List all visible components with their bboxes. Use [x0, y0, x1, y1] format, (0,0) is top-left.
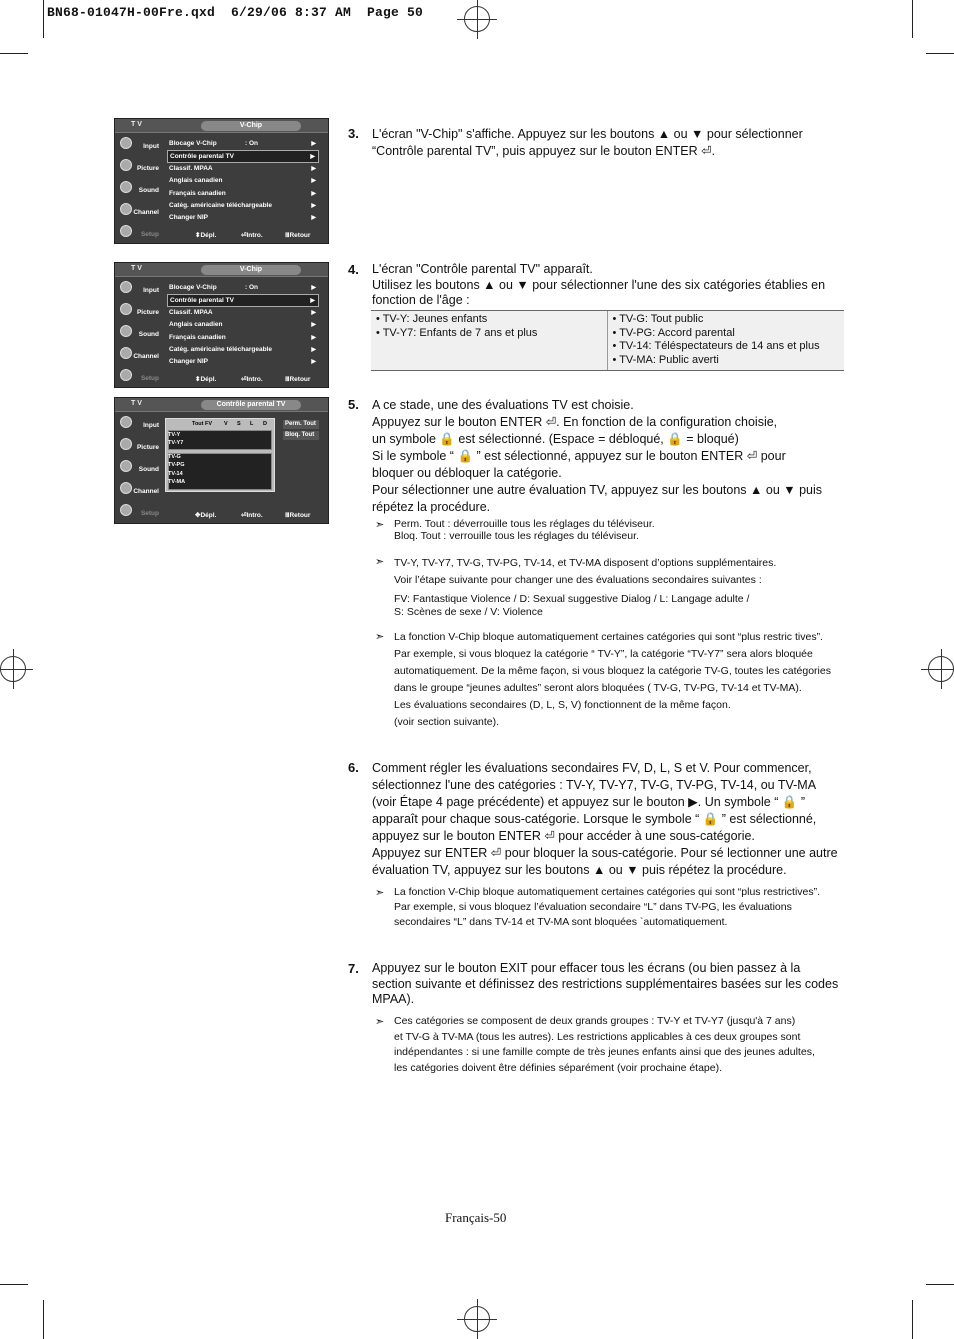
rating-grid: Tout FV V S L D TV-Y TV-Y7 TV-G TV-PG TV-14 TV-MA: [165, 418, 275, 492]
registration-mark: [0, 656, 26, 682]
crop-mark: [926, 53, 954, 54]
setup-icon: [120, 225, 132, 237]
note-1: Perm. Tout : déverrouille tous les réglages du téléviseur. Bloq. Tout : verrouille tous les réglages du téléviseur.: [394, 518, 655, 542]
note-4: La fonction V-Chip bloque automatiquement certaines catégories qui sont “plus restrictives”. Par exemple, si vous bloquez l’évaluation secondaire “L” dans TV-PG, les évaluations secondaires “L” dans TV-14 et TV-MA sont bloquées `automatiquement.: [394, 886, 821, 928]
step-number: 5.: [348, 397, 359, 412]
sound-icon: [120, 460, 132, 472]
crop-mark: [43, 1300, 44, 1339]
page-number: Français-50: [445, 1210, 507, 1225]
note-2b: FV: Fantastique Violence / D: Sexual suggestive Dialog / L: Langage adulte / S: Scènes de sexe / V: Violence: [394, 593, 750, 618]
crop-mark: [912, 0, 913, 38]
step-number: 3.: [348, 126, 359, 141]
note-5: Ces catégories se composent de deux grands groupes : TV-Y et TV-Y7 (jusqu'à 7 ans) et TV-G à TV-MA (tous les autres). Les restrictions applicables à ces deux groupes sont indépendantes : si une famille compte de très jeunes enfants ainsi que des jeunes adultes, les catégories doivent être définies séparément (voir prochaine étape).: [394, 1015, 815, 1074]
perm-tout-button[interactable]: Perm. Tout: [283, 420, 319, 429]
step-6-text: Comment régler les évaluations secondaires FV, D, L, S et V. Pour commencer, sélectionnez l'une des catégories : TV-Y, TV-Y7, TV-G, TV-PG, TV-14, ou TV-MA (voir Étape 4 page précédente) et appuyez sur le bouton ▶. Un symbole “ 🔒 ” apparaît pour chaque sous-catégorie. Lorsque le symbole “ 🔒 ” est sélectionné, appuyez sur le bouton ENTER ⏎ pour accéder à une sous-catégorie. Appuyez sur ENTER ⏎ pour bloquer la sous-catégorie. Pour sé lectionner une autre évaluation TV, appuyez sur les boutons ▲ ou ▼ puis répétez la procédure.: [372, 761, 838, 877]
vchip-menu: Blocage V-Chip : On ▶ Contrôle parental TV ▶ Classif. MPAA ▶ Anglais canadien ▶ Français canadien ▶ Catég. américaine téléchargeable ▶ Changer NIP ▶: [167, 138, 319, 225]
category-table: • TV-Y: Jeunes enfants • TV-Y7: Enfants de 7 ans et plus • TV-G: Tout public • TV-PG: Accord parental • TV-14: Téléspectateurs de 14 ans et plus • TV-MA: Public averti: [371, 311, 844, 370]
note-arrow-icon: ➣: [375, 631, 385, 643]
input-icon: [120, 281, 132, 293]
note-arrow-icon: ➣: [375, 519, 385, 531]
picture-icon: [120, 438, 132, 450]
note-3: La fonction V-Chip bloque automatiquement certaines catégories qui sont “plus restric tives”. Par exemple, si vous bloquez la catégorie “ TV-Y”, la catégorie “TV-Y7” sera alors bloquée automatiquement. De la même façon, si vous bloquez la catégorie TV-G, toutes les catégories dans le groupe “jeunes adultes” seront alors bloquées ( TV-G, TV-PG, TV-14 et TV-MA). Les évaluations secondaires (D, L, S, V) fonctionnent de la même façon. (voir section suivante).: [394, 631, 831, 728]
screen-title: V-Chip: [201, 121, 301, 131]
note-arrow-icon: ➣: [375, 887, 385, 899]
crop-mark: [43, 0, 44, 38]
registration-mark: [464, 6, 490, 32]
crop-mark: [926, 1284, 954, 1285]
step-number: 4.: [348, 262, 359, 277]
crop-mark: [912, 1300, 913, 1339]
picture-icon: [120, 303, 132, 315]
screen-title: V-Chip: [201, 265, 301, 275]
step-5-text: A ce stade, une des évaluations TV est choisie. Appuyez sur le bouton ENTER ⏎. En fonction de la configuration choisie, un symbole 🔒 est sélectionné. (Espace = débloqué, 🔒 = bloqué) Si le symbole “ 🔒 ” est sélectionné, appuyez sur le bouton ENTER ⏎ pour bloquer ou débloquer la catégorie. Pour sélectionner une autre évaluation TV, appuyez sur les boutons ▲ ou ▼ puis répétez la procédure.: [372, 398, 823, 514]
note-arrow-icon: ➣: [375, 1016, 385, 1028]
channel-icon: [120, 482, 132, 494]
file-header: BN68-01047H-00Fre.qxd 6/29/06 8:37 AM Page 50: [47, 5, 424, 20]
note-2: TV-Y, TV-Y7, TV-G, TV-PG, TV-14, et TV-MA disposent d’options supplémentaires. Voir l’étape suivante pour changer une des évaluations secondaires suivantes :: [394, 557, 777, 586]
sound-icon: [120, 181, 132, 193]
crop-mark: [0, 53, 28, 54]
sound-icon: [120, 325, 132, 337]
channel-icon: [120, 203, 132, 215]
note-arrow-icon: ➣: [375, 556, 385, 568]
tv-screen-vchip: T V V-Chip Input Picture Sound Channel Setup Blocage V-Chip : On ▶ Contrôle parental TV ▶ Classif. MPAA ▶ Anglais canadien ▶ Français canadien ▶ Catég. américaine téléchargeable ▶ Changer NIP ▶ ⬍Dépl. ⏎Intro. ⅢRetour: [114, 118, 329, 244]
step-4-text: L'écran "Contrôle parental TV" apparaît. Utilisez les boutons ▲ ou ▼ pour sélectionner l'une des six catégories établies en fonction de l'âge :: [372, 262, 826, 307]
input-icon: [120, 416, 132, 428]
tv-screen-vchip-2: T V V-Chip Input Picture Sound Channel Setup Blocage V-Chip : On ▶ Contrôle parental TV ▶ Classif. MPAA ▶ Anglais canadien ▶ Français canadien ▶ Catég. américaine téléchargeable ▶ Changer NIP ▶ ⬍Dépl. ⏎Intro. ⅢRetour: [114, 262, 329, 388]
input-icon: [120, 137, 132, 149]
setup-icon: [120, 369, 132, 381]
bloq-tout-button[interactable]: Bloq. Tout: [283, 431, 319, 440]
channel-icon: [120, 347, 132, 359]
crop-mark: [0, 1284, 28, 1285]
tv-side-menu: Input Picture Sound Channel Setup: [117, 135, 161, 245]
step-7-text: Appuyez sur le bouton EXIT pour effacer tous les écrans (ou bien passez à la section suivante et définissez des restrictions supplémentaires basées sur les codes MPAA).: [372, 961, 839, 1006]
tv-screen-parental: T V Contrôle parental TV Input Picture Sound Channel Setup Tout FV V S L D TV-Y TV-Y7 TV-G TV-PG TV-14 TV-MA Perm. Tout Bloq. Tout ✥Dépl. ⏎Intro. ⅢRetour: [114, 397, 329, 524]
setup-icon: [120, 504, 132, 516]
step-number: 6.: [348, 760, 359, 775]
step-3-text: L'écran "V-Chip" s'affiche. Appuyez sur les boutons ▲ ou ▼ pour sélectionner “Contrôle parental TV”, puis appuyez sur le bouton ENTER ⏎.: [372, 127, 803, 158]
registration-mark: [928, 656, 954, 682]
picture-icon: [120, 159, 132, 171]
registration-mark: [464, 1306, 490, 1332]
screen-title: Contrôle parental TV: [201, 400, 301, 410]
step-number: 7.: [348, 961, 359, 976]
